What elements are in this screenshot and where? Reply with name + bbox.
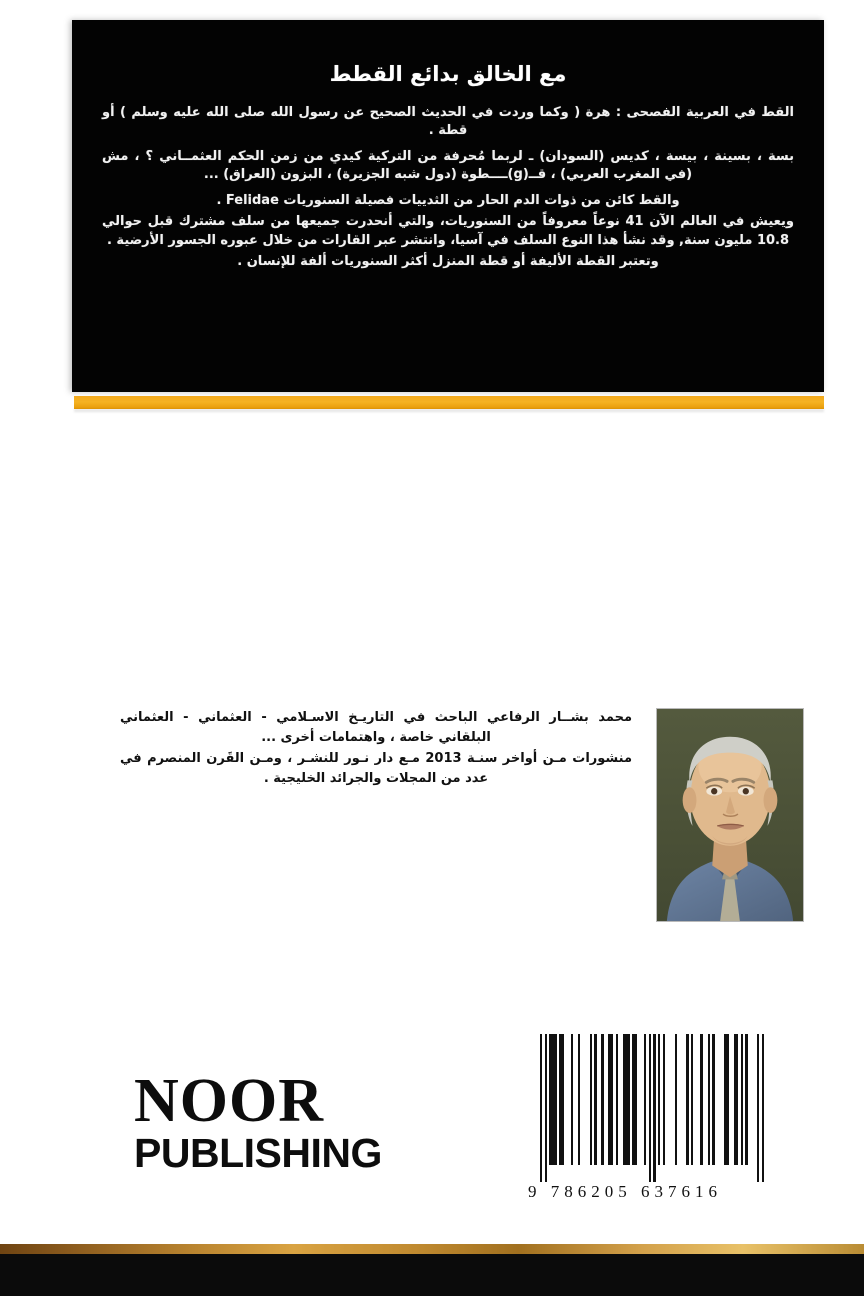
- bottom-gold-strip: [0, 1244, 864, 1254]
- blurb-paragraph-1: القط في العربية الفصحى : هرة ( وكما وردت في الحديث الصحيح عن رسول الله صلى الله عليه وسلم ) أو قطة .: [102, 105, 794, 139]
- blurb-paragraph-4: ويعيش في العالم الآن 41 نوعاً معروفاً من السنوريات، والتي أنحدرت جميعها من سلف مشترك قبل حوالي 10.8 مليون سنة, وقد نشأ هذا النوع السلف في آسيا، وانتشر عبر القارات من خلال عبوره الجسور الأرضية .: [102, 214, 794, 248]
- author-bio-line-1: محمد بشــار الرفاعي الباحث في التاريـخ الاسـلامي - العثماني - العثماني البلقاني خاصة ، واهتمامات أخرى ...: [120, 710, 632, 745]
- author-section: [120, 700, 804, 930]
- bottom-black-band: [0, 1254, 864, 1296]
- blurb-paragraph-2: بسة ، بسينة ، بيسة ، كديس (السودان) ـ لربما مُحرفة من التركية كيدي من زمن الحكم العثمــاني ؟ ، مش (في المغرب العربي) ، قــ(g)ــــطوة (دول شبه الجزيرة) ، البزون (العراق) ...: [102, 148, 794, 183]
- author-bio: [120, 708, 632, 790]
- book-title: مع الخالق بدائع القطط: [329, 62, 567, 86]
- blurb-paragraph-5: وتعتبر القطة الأليفة أو قطة المنزل أكثر السنوريات ألفة للإنسان .: [237, 254, 659, 270]
- gold-accent-bar-shadow: [74, 409, 824, 412]
- author-photo: [656, 708, 804, 922]
- publisher-name-secondary: PUBLISHING: [134, 1130, 382, 1177]
- description-panel-content: [72, 20, 824, 392]
- isbn-barcode: [528, 1034, 812, 1224]
- description-panel: [72, 20, 824, 392]
- blurb-paragraph-3: والقط كائن من ذوات الدم الحار من الثدييات فصيلة السنوريات Felidae .: [216, 192, 680, 208]
- gold-accent-bar: [74, 396, 824, 409]
- barcode-digits: 9 786205 637616: [528, 1182, 722, 1201]
- author-bio-line-2: منشورات مـن أواخر سنـة 2013 مـع دار نـور للنشـر ، ومـن القَرن المنصرم في عدد من المجلات والجرائد الخليجية .: [120, 751, 632, 786]
- barcode-bars: [528, 1034, 812, 1182]
- publisher-name-primary: NOOR: [134, 1067, 324, 1135]
- publisher-logo: [134, 1067, 434, 1177]
